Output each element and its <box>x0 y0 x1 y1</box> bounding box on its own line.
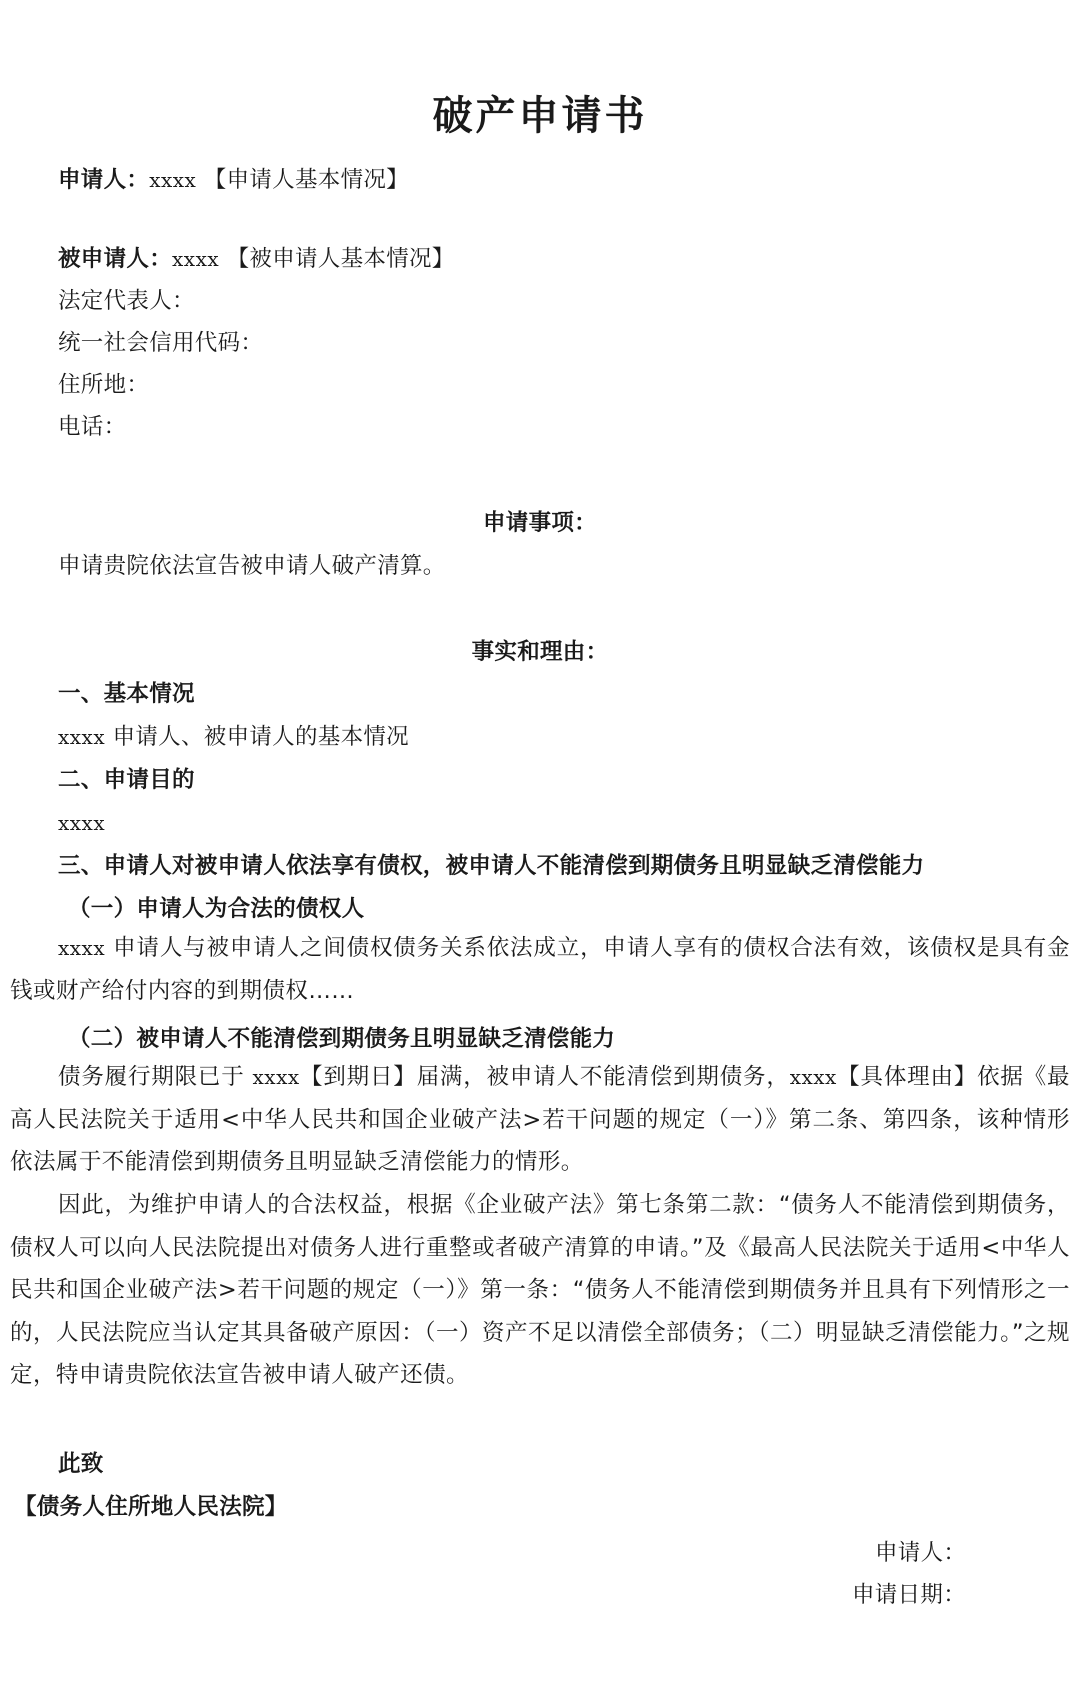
subsection-1-body: 申请人与被申请人之间债权债务关系依法成立，申请人享有的债权合法有效，该债权是具有金钱或财产给付内容的到期债权…… <box>10 935 1070 1004</box>
applicant-line <box>58 165 409 195</box>
address-field: 住所地： <box>58 372 150 398</box>
facts-heading: 事实和理由： <box>471 639 609 665</box>
section-2-text: xxxx <box>58 811 106 835</box>
section-1-text <box>58 722 409 752</box>
phone-field: 电话： <box>58 414 127 440</box>
subsection-2-part-c: 【具体理由】依据《最高人民法院关于适用<中华人民共和国企业破产法>若干问题的规定（一）》第二条、第四条，该种情形依法属于不能清偿到期债务且明显缺乏清偿能力的情形。 <box>10 1064 1070 1175</box>
applicant-value: xxxx <box>149 168 197 192</box>
request-heading: 申请事项： <box>482 510 597 536</box>
salutation: 此致 <box>58 1451 104 1477</box>
subsection-1-text <box>10 927 1070 1012</box>
respondent-line <box>58 244 455 274</box>
subsection-2-xxxx-2: xxxx <box>789 1065 837 1089</box>
subsection-2-part-a: 债务履行期限已于 <box>58 1064 253 1090</box>
subsection-2-text <box>10 1056 1070 1184</box>
section-2-title: 二、申请目的 <box>58 767 195 793</box>
document-title: 破产申请书 <box>432 93 648 139</box>
respondent-value: xxxx <box>172 247 220 271</box>
subsection-2-part-b: 【到期日】届满，被申请人不能清偿到期债务， <box>299 1064 790 1090</box>
respondent-info: 【被申请人基本情况】 <box>226 246 455 272</box>
subsection-2-title: （二）被申请人不能清偿到期债务且明显缺乏清偿能力 <box>68 1026 616 1052</box>
date-field: 申请日期： <box>852 1582 967 1608</box>
subsection-1-xxxx: xxxx <box>58 936 106 960</box>
section-3-title: 三、申请人对被申请人依法享有债权，被申请人不能清偿到期债务且明显缺乏清偿能力 <box>58 853 925 879</box>
section-1-title: 一、基本情况 <box>58 681 195 707</box>
conclusion-paragraph: 因此，为维护申请人的合法权益，根据《企业破产法》第七条第二款：“债务人不能清偿到期债务，债权人可以向人民法院提出对债务人进行重整或者破产清算的申请。”及《最高人民法院关于适用<中华人民共和国企业破产法>若干问题的规定（一）》第一条：“债务人不能清偿到期债务并且具有下列情形之一的，人民法院应当认定其具备破产原因：（一）资产不足以清偿全部债务；（二）明显缺乏清偿能力。”之规定，特申请贵院依法宣告被申请人破产还债。 <box>10 1192 1070 1388</box>
court-name: 【债务人住所地人民法院】 <box>14 1494 288 1520</box>
applicant-label: 申请人： <box>58 167 150 193</box>
legal-rep-field: 法定代表人： <box>58 288 195 314</box>
section-1-xxxx: xxxx <box>58 725 106 749</box>
signer-field: 申请人： <box>875 1540 967 1566</box>
subsection-2-xxxx-1: xxxx <box>252 1065 300 1089</box>
subsection-1-title: （一）申请人为合法的债权人 <box>68 896 365 922</box>
section-1-body: 申请人、被申请人的基本情况 <box>105 724 409 750</box>
request-text: 申请贵院依法宣告被申请人破产清算。 <box>58 553 446 579</box>
credit-code-field: 统一社会信用代码： <box>58 330 264 356</box>
applicant-info: 【申请人基本情况】 <box>203 167 409 193</box>
respondent-label: 被申请人： <box>58 246 173 272</box>
